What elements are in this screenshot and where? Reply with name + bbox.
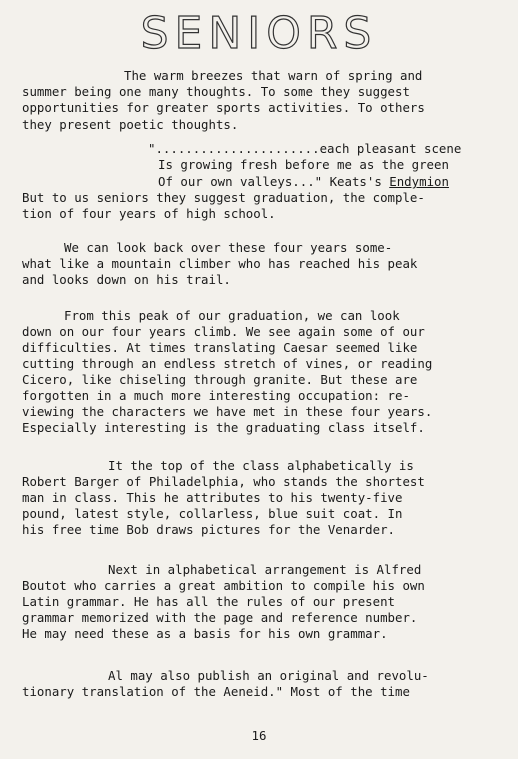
text-line: pound, latest style, collarless, blue suit coat. In [22, 506, 403, 521]
endymion-title: Endymion [389, 174, 449, 189]
text-line: Next in alphabetical arrangement is Alfred [108, 562, 422, 577]
page-title: SENIORS [140, 8, 378, 59]
text-line: Cicero, like chiseling through granite. But these are [22, 372, 418, 387]
text-line: But to us seniors they suggest graduation, the comple- [22, 190, 425, 205]
text-line: tion of four years of high school. [22, 206, 276, 221]
text-line: down on our four years climb. We see again some of our [22, 324, 425, 339]
text-line: his free time Bob draws pictures for the Venarder. [22, 522, 395, 537]
text-line: Al may also publish an original and revolu- [108, 668, 429, 683]
text-line: Especially interesting is the graduating class itself. [22, 420, 425, 435]
text-line: and looks down on his trail. [22, 272, 231, 287]
verse-line: Is growing fresh before me as the green [158, 157, 449, 172]
text-line: forgotten in a much more interesting occupation: re- [22, 388, 410, 403]
text-line: Robert Barger of Philadelphia, who stands the shortest [22, 474, 425, 489]
text-line: viewing the characters we have met in these four years. [22, 404, 433, 419]
verse-line: Of our own valleys..." Keats's Endymion [158, 174, 449, 189]
text-line: difficulties. At times translating Caesar seemed like [22, 340, 418, 355]
text-line: The warm breezes that warn of spring and [124, 68, 423, 83]
text-line: He may need these as a basis for his own grammar. [22, 626, 388, 641]
text-line: cutting through an endless stretch of vines, or reading [22, 356, 433, 371]
text-line: From this peak of our graduation, we can look [64, 308, 400, 323]
text-line: grammar memorized with the page and reference number. [22, 610, 418, 625]
text-line: Latin grammar. He has all the rules of our present [22, 594, 395, 609]
verse-line: "......................each pleasant scene [148, 141, 462, 156]
text-line: tionary translation of the Aeneid." Most of the time [22, 684, 410, 699]
text-line: opportunities for greater sports activities. To others [22, 100, 425, 115]
text-line: what like a mountain climber who has reached his peak [22, 256, 418, 271]
text-line: It the top of the class alphabetically is [108, 458, 414, 473]
text-line: they present poetic thoughts. [22, 117, 239, 132]
text-line: Boutot who carries a great ambition to compile his own [22, 578, 425, 593]
text-line: man in class. This he attributes to his twenty-five [22, 490, 403, 505]
text-line: We can look back over these four years some- [64, 240, 393, 255]
page-number: 16 [251, 728, 267, 743]
text-line: summer being one many thoughts. To some they suggest [22, 84, 410, 99]
